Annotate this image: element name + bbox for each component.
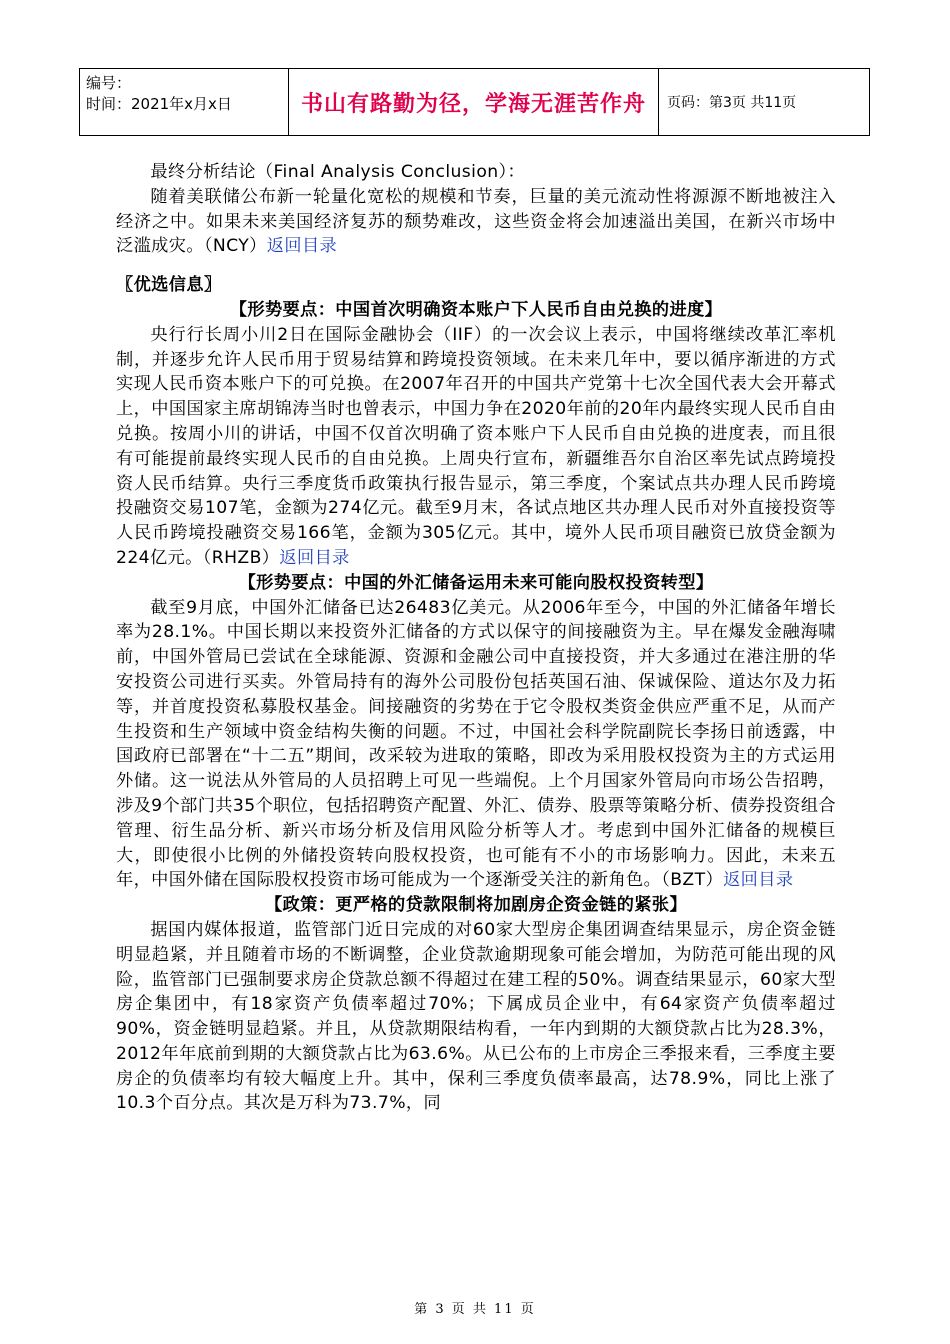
document-body xyxy=(116,160,836,1116)
article-paragraph xyxy=(116,596,836,894)
article-title: 【形势要点：中国首次明确资本账户下人民币自由兑换的进度】 xyxy=(229,299,723,320)
page-footer: 第 3 页 共 11 页 xyxy=(414,1302,536,1317)
article-text: 截至9月底，中国外汇储备已达26483亿美元。从2006年至今，中国的外汇储备年增长率为28.1%。中国长期以来投资外汇储备的方式以保守的间接融资为主。早在爆发金融海啸前，中国外管局已尝试在全球能源、资源和金融公司中直接投资，并大多通过在港注册的华安投资公司进行买卖。外管局持有的海外公司股份包括英国石油、保诚保险、道达尔及力拓等，并首度投资私募股权基金。间接融资的劣势在于它令股权类资金供应严重不足，从而产生投资和生产领域中资金结构失衡的问题。不过，中国社会科学院副院长李扬日前透露，中国政府已部署在“十二五”期间，改采较为进取的策略，即改为采用股权投资为主的方式运用外储。这一说法从外管局的人员招聘上可见一些端倪。上个月国家外管局向市场公告招聘，涉及9个部门共35个职位，包括招聘资产配置、外汇、债券、股票等策略分析、债券投资组合管理、衍生品分析、新兴市场分析及信用风险分析等人才。考虑到中国外汇储备的规模巨大，即使很小比例的外储投资转向股权投资，也可能有不小的市场影响力。因此，未来五年，中国外储在国际股权投资市场可能成为一个逐渐受关注的新角色。（BZT） xyxy=(116,597,836,891)
header-meta xyxy=(80,69,289,135)
conclusion-text: 随着美联储公布新一轮量化宽松的规模和节奏，巨量的美元流动性将源源不断地被注入经济之中。如果未来美国经济复苏的颓势难改，这些资金将会加速溢出美国，在新兴市场中泛滥成灾。（NCY） xyxy=(116,186,836,257)
article-text: 央行行长周小川2日在国际金融协会（IIF）的一次会议上表示，中国将继续改革汇率机制，并逐步允许人民币用于贸易结算和跨境投资领域。在未来几年中，要以循序渐进的方式实现人民币资本账户下的可兑换。在2007年召开的中国共产党第十七次全国代表大会开幕式上，中国国家主席胡锦涛当时也曾表示，中国力争在2020年前的20年内最终实现人民币自由兑换。按周小川的讲话，中国不仅首次明确了资本账户下人民币自由兑换的进度表，而且很有可能提前最终实现人民币的自由兑换。上周央行宣布，新疆维吾尔自治区率先试点跨境投资人民币结算。央行三季度货币政策执行报告显示，第三季度，个案试点共办理人民币跨境投融资交易107笔，金额为274亿元。截至9月末，各试点地区共办理人民币对外直接投资等人民币跨境投融资交易166笔，金额为305亿元。其中，境外人民币项目融资已放贷金额为224亿元。（RHZB） xyxy=(116,324,836,568)
page-header xyxy=(79,68,870,136)
article-paragraph xyxy=(116,323,836,571)
header-page-info: 页码：第3页 共11页 xyxy=(667,95,797,111)
article-title: 【政策：更严格的贷款限制将加剧房企资金链的紧张】 xyxy=(264,895,688,916)
document-date: 时间：2021年x月x日 xyxy=(86,95,232,113)
document-number-label: 编号： xyxy=(86,74,132,92)
article-paragraph xyxy=(116,918,836,1116)
conclusion-heading: 最终分析结论（Final Analysis Conclusion）： xyxy=(150,162,526,182)
article-text: 据国内媒体报道，监管部门近日完成的对60家大型房企集团调查结果显示，房企资金链明显趋紧，并且随着市场的不断调整，企业贷款逾期现象可能会增加，为防范可能出现的风险，监管部门已强制要求房企贷款总额不得超过在建工程的50%。调查结果显示，60家大型房企集团中，有18家资产负债率超过70%；下属成员企业中，有64家资产负债率超过90%，资金链明显趋紧。并且，从贷款期限结构看，一年内到期的大额贷款占比为28.3%，2012年年底前到期的大额贷款占比为63.6%。从已公布的上市房企三季报来看，三季度主要房企的负债率均有较大幅度上升。其中，保利三季度负债率最高，达78.9%，同比上涨了10.3个百分点。其次是万科为73.7%，同 xyxy=(116,919,836,1114)
back-to-contents-link[interactable]: 返回目录 xyxy=(723,870,794,891)
back-to-contents-link[interactable]: 返回目录 xyxy=(266,236,338,257)
header-motto: 书山有路勤为径，学海无涯苦作舟 xyxy=(289,69,659,135)
article-title: 【形势要点：中国的外汇储备运用未来可能向股权投资转型】 xyxy=(238,572,714,593)
section-title: 〖优选信息〗 xyxy=(116,275,222,296)
conclusion-paragraph xyxy=(116,185,836,259)
back-to-contents-link[interactable]: 返回目录 xyxy=(279,547,350,568)
